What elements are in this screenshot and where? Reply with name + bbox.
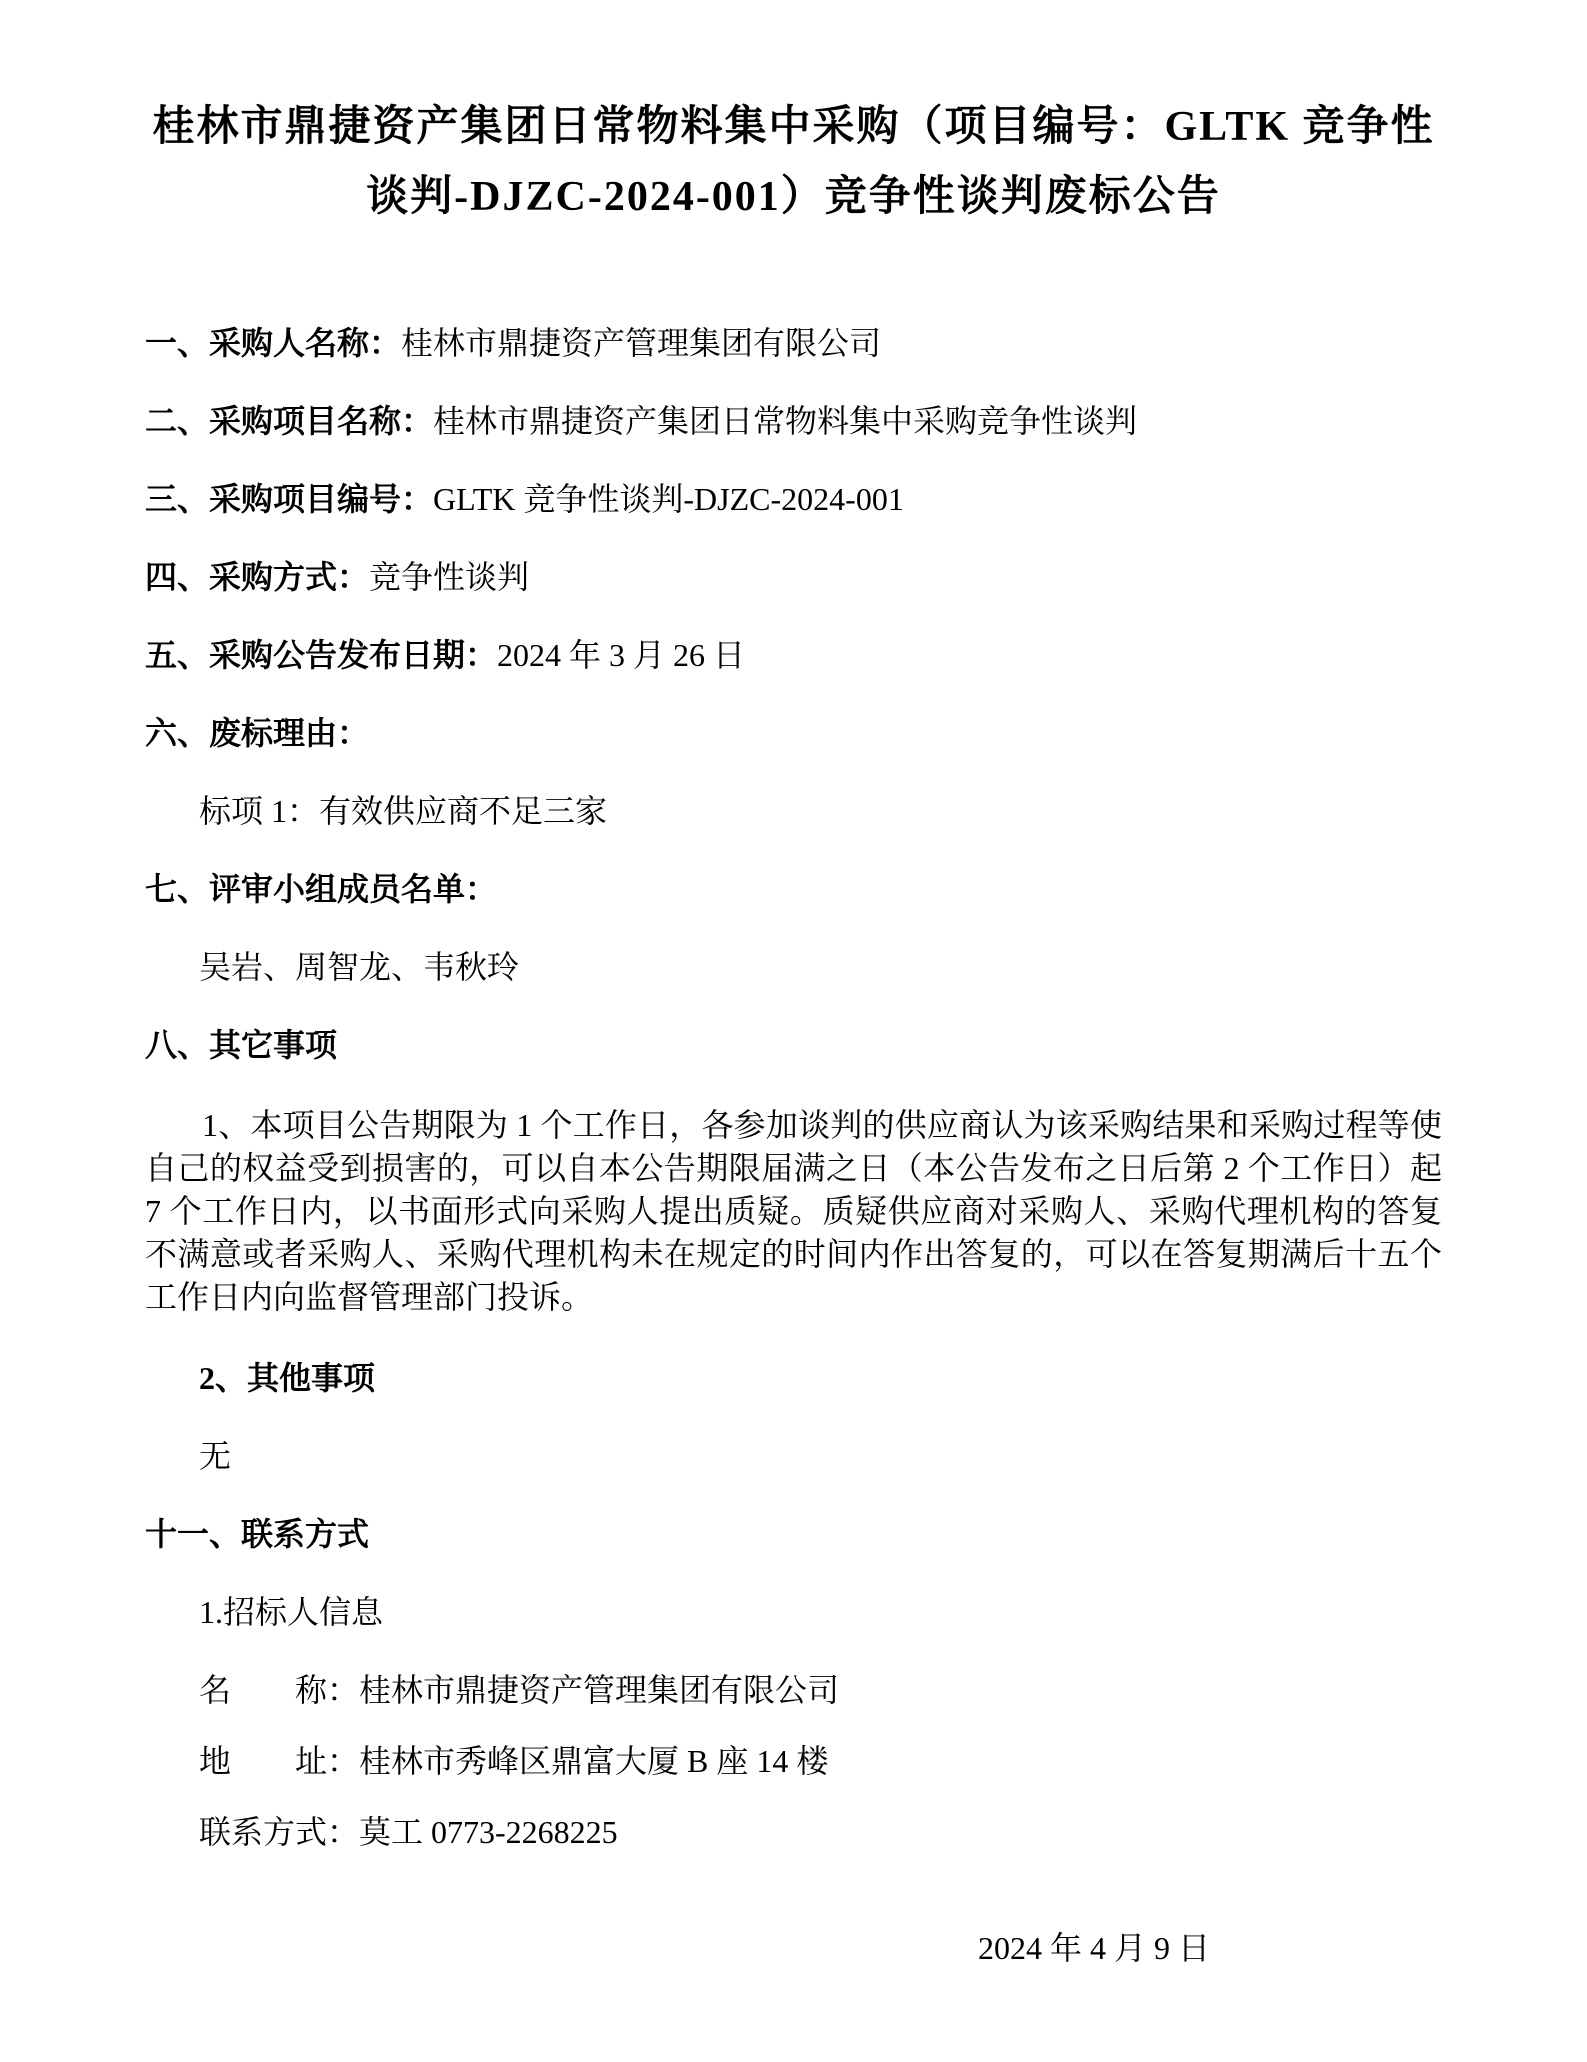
contact-address-value: 桂林市秀峰区鼎富大厦 B 座 14 楼 [359, 1743, 829, 1779]
field-announcement-date-label: 五、采购公告发布日期： [145, 637, 498, 673]
field-procurement-method-label: 四、采购方式： [145, 559, 370, 595]
section-contact-label: 十一、联系方式 [145, 1516, 370, 1552]
field-project-name [145, 402, 1442, 440]
page-title [145, 92, 1442, 232]
page-title-line-1: 桂林市鼎捷资产集团日常物料集中采购（项目编号：GLTK 竞争性 [152, 104, 1435, 150]
field-project-name-label: 二、采购项目名称： [145, 403, 434, 439]
section-bid-rejection-reason [145, 714, 1442, 752]
other-matters-paragraph: 1、本项目公告期限为 1 个工作日，各参加谈判的供应商认为该采购结果和采购过程等使自己的权益受到损害的，可以自本公告期限届满之日（本公告发布之日后第 2 个工作日）起 7 个工作日内，以书面形式向采购人提出质疑。质疑供应商对采购人、采购代理机构的答复不满意或者采购人、采购代理机构未在规定的时间内作出答复的，可以在答复期满后十五个工作日内向监督管理部门投诉。 [145, 1107, 1442, 1315]
field-procurement-method-value: 竞争性谈判 [369, 559, 530, 595]
field-announcement-date-value: 2024 年 3 月 26 日 [497, 637, 746, 673]
section-bid-rejection-reason-label: 六、废标理由： [145, 715, 370, 751]
contact-address-label: 地 址： [199, 1743, 360, 1779]
section-review-panel-label: 七、评审小组成员名单： [145, 871, 498, 907]
signature-date: 2024 年 4 月 9 日 [977, 1930, 1210, 1966]
contact-name-value: 桂林市鼎捷资产管理集团有限公司 [359, 1672, 840, 1708]
other-matters-none-line [145, 1437, 1442, 1475]
field-announcement-date [145, 636, 1442, 674]
contact-intro-line [145, 1593, 1442, 1631]
other-matters-subheading-line [145, 1359, 1442, 1397]
page-title-line-2: 谈判-DJZC-2024-001）竞争性谈判废标公告 [366, 174, 1221, 220]
contact-phone-value: 莫工 0773-2268225 [359, 1814, 618, 1850]
field-project-name-value: 桂林市鼎捷资产集团日常物料集中采购竞争性谈判 [433, 403, 1138, 439]
field-purchaser-name-label: 一、采购人名称： [145, 325, 402, 361]
bid-rejection-reason-line [145, 792, 1442, 830]
bid-rejection-reason-text: 标项 1：有效供应商不足三家 [199, 793, 608, 829]
field-project-number-label: 三、采购项目编号： [145, 481, 434, 517]
field-project-number-value: GLTK 竞争性谈判-DJZC-2024-001 [433, 481, 904, 517]
contact-intro-text: 1.招标人信息 [199, 1594, 384, 1630]
section-contact [145, 1515, 1442, 1553]
other-matters-none-text: 无 [199, 1438, 232, 1474]
contact-address-row [145, 1742, 1442, 1780]
contact-phone-label: 联系方式： [199, 1814, 360, 1850]
review-panel-members-line [145, 948, 1442, 986]
review-panel-members-text: 吴岩、周智龙、韦秋玲 [199, 949, 520, 985]
field-purchaser-name [145, 324, 1442, 362]
section-other-matters [145, 1026, 1442, 1064]
section-other-matters-label: 八、其它事项 [145, 1027, 338, 1063]
field-purchaser-name-value: 桂林市鼎捷资产管理集团有限公司 [401, 325, 882, 361]
contact-phone-row [145, 1813, 1442, 1851]
contact-name-label: 名 称： [199, 1672, 360, 1708]
contact-name-row [145, 1671, 1442, 1709]
section-review-panel [145, 870, 1442, 908]
field-project-number [145, 480, 1442, 518]
other-matters-subheading: 2、其他事项 [199, 1360, 376, 1396]
field-procurement-method [145, 558, 1442, 596]
